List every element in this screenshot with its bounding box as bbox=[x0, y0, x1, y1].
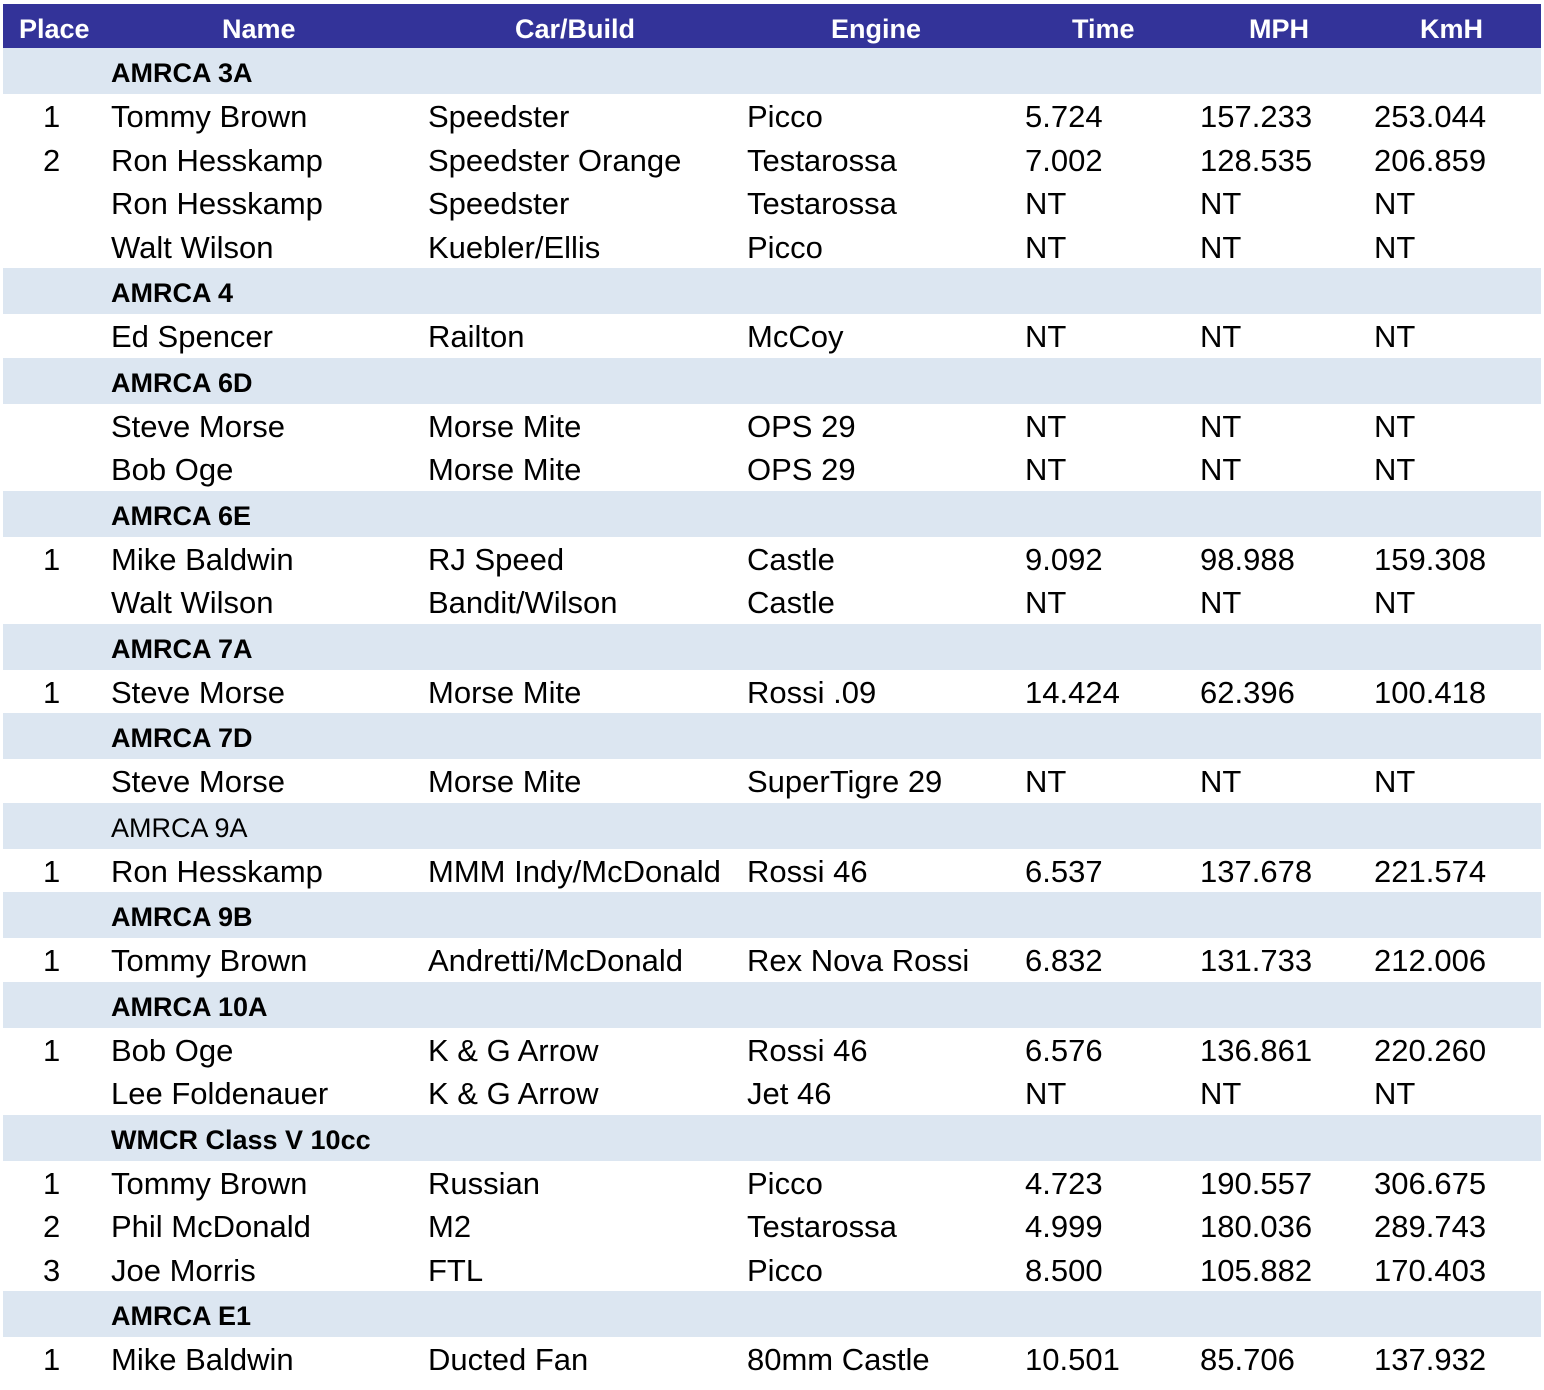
header-car-build: Car/Build bbox=[515, 14, 636, 44]
car-build-cell: Kuebler/Ellis bbox=[428, 229, 601, 265]
car-build-cell: Russian bbox=[428, 1165, 540, 1201]
mph-cell: NT bbox=[1200, 186, 1242, 221]
mph-cell: NT bbox=[1200, 452, 1242, 487]
table-row bbox=[3, 1161, 1541, 1205]
kmh-cell: 253.044 bbox=[1374, 99, 1487, 134]
time-cell: NT bbox=[1025, 229, 1067, 265]
header-name: Name bbox=[222, 14, 296, 44]
kmh-cell: 100.418 bbox=[1374, 674, 1487, 710]
place-cell: 1 bbox=[43, 1342, 61, 1377]
engine-cell: OPS 29 bbox=[747, 408, 856, 444]
car-build-cell: Ducted Fan bbox=[428, 1342, 589, 1377]
class-label: AMRCA 6E bbox=[111, 500, 252, 531]
place-cell: 2 bbox=[43, 1209, 61, 1244]
table-row bbox=[3, 314, 1541, 358]
mph-cell: 128.535 bbox=[1200, 142, 1313, 178]
car-build-cell: Railton bbox=[428, 319, 525, 354]
car-build-cell: Morse Mite bbox=[428, 408, 582, 444]
car-build-cell: Morse Mite bbox=[428, 674, 582, 710]
class-header-row bbox=[3, 982, 1541, 1028]
mph-cell: 180.036 bbox=[1200, 1209, 1313, 1244]
table-row bbox=[3, 1028, 1541, 1072]
car-build-cell: M2 bbox=[428, 1209, 472, 1244]
header-place: Place bbox=[19, 14, 90, 44]
table-row bbox=[3, 1337, 1541, 1381]
mph-cell: NT bbox=[1200, 408, 1242, 444]
table-row bbox=[3, 404, 1541, 448]
name-cell: Walt Wilson bbox=[111, 585, 274, 620]
mph-cell: 62.396 bbox=[1200, 674, 1295, 710]
engine-cell: Testarossa bbox=[747, 186, 897, 221]
kmh-cell: 221.574 bbox=[1374, 853, 1487, 889]
car-build-cell: Morse Mite bbox=[428, 452, 582, 487]
time-cell: 5.724 bbox=[1025, 99, 1103, 134]
mph-cell: 131.733 bbox=[1200, 943, 1313, 978]
name-cell: Mike Baldwin bbox=[111, 1342, 294, 1377]
class-label: AMRCA 10A bbox=[111, 991, 268, 1022]
time-cell: 6.576 bbox=[1025, 1032, 1103, 1068]
engine-cell: Rossi .09 bbox=[747, 674, 877, 710]
kmh-cell: 289.743 bbox=[1374, 1209, 1487, 1244]
mph-cell: 190.557 bbox=[1200, 1165, 1313, 1201]
engine-cell: 80mm Castle bbox=[747, 1342, 930, 1377]
engine-cell: Castle bbox=[747, 585, 835, 620]
name-cell: Steve Morse bbox=[111, 674, 286, 710]
place-cell: 1 bbox=[43, 674, 61, 710]
place-cell: 1 bbox=[43, 853, 61, 889]
class-header-row bbox=[3, 491, 1541, 537]
time-cell: NT bbox=[1025, 585, 1067, 620]
mph-cell: 136.861 bbox=[1200, 1032, 1313, 1068]
car-build-cell: Morse Mite bbox=[428, 764, 582, 799]
kmh-cell: NT bbox=[1374, 764, 1416, 799]
engine-cell: Picco bbox=[747, 99, 823, 134]
place-cell: 1 bbox=[43, 541, 61, 577]
car-build-cell: Speedster bbox=[428, 99, 570, 134]
name-cell: Tommy Brown bbox=[111, 943, 308, 978]
header-kmh: KmH bbox=[1420, 14, 1484, 44]
table-row bbox=[3, 938, 1541, 982]
name-cell: Tommy Brown bbox=[111, 99, 308, 134]
name-cell: Bob Oge bbox=[111, 1032, 234, 1068]
table-row bbox=[3, 1204, 1541, 1248]
name-cell: Bob Oge bbox=[111, 452, 234, 487]
class-label: AMRCA 7D bbox=[111, 723, 253, 753]
engine-cell: Picco bbox=[747, 229, 823, 265]
table-row bbox=[3, 225, 1541, 269]
mph-cell: 137.678 bbox=[1200, 853, 1313, 889]
header-engine: Engine bbox=[831, 14, 922, 44]
header-row bbox=[3, 4, 1541, 48]
name-cell: Ron Hesskamp bbox=[111, 186, 323, 221]
class-header-row bbox=[3, 1115, 1541, 1161]
mph-cell: 157.233 bbox=[1200, 99, 1313, 134]
class-header-row bbox=[3, 892, 1541, 938]
class-label: AMRCA 4 bbox=[111, 278, 234, 308]
class-label: AMRCA 9B bbox=[111, 902, 253, 932]
name-cell: Ron Hesskamp bbox=[111, 853, 323, 889]
kmh-cell: 137.932 bbox=[1374, 1342, 1487, 1377]
time-cell: 14.424 bbox=[1025, 674, 1120, 710]
class-header-row bbox=[3, 624, 1541, 670]
class-label: WMCR Class V 10cc bbox=[111, 1124, 371, 1155]
table-row bbox=[3, 181, 1541, 225]
time-cell: 4.723 bbox=[1025, 1165, 1103, 1201]
engine-cell: SuperTigre 29 bbox=[747, 764, 943, 799]
table-row bbox=[3, 447, 1541, 491]
engine-cell: Rex Nova Rossi bbox=[747, 943, 970, 978]
class-label: AMRCA 9A bbox=[111, 812, 248, 843]
time-cell: NT bbox=[1025, 186, 1067, 221]
engine-cell: OPS 29 bbox=[747, 452, 856, 487]
name-cell: Walt Wilson bbox=[111, 229, 274, 265]
time-cell: 6.537 bbox=[1025, 853, 1103, 889]
engine-cell: Testarossa bbox=[747, 1209, 897, 1244]
name-cell: Lee Foldenauer bbox=[111, 1076, 329, 1111]
class-header-row bbox=[3, 803, 1541, 849]
kmh-cell: NT bbox=[1374, 1076, 1416, 1111]
kmh-cell: NT bbox=[1374, 319, 1416, 354]
place-cell: 1 bbox=[43, 943, 61, 978]
header-time: Time bbox=[1072, 14, 1135, 44]
name-cell: Tommy Brown bbox=[111, 1165, 308, 1201]
class-label: AMRCA 6D bbox=[111, 367, 253, 398]
car-build-cell: K & G Arrow bbox=[428, 1032, 599, 1068]
class-header-row bbox=[3, 1291, 1541, 1337]
mph-cell: NT bbox=[1200, 585, 1242, 620]
header-mph: MPH bbox=[1249, 14, 1309, 44]
kmh-cell: NT bbox=[1374, 229, 1416, 265]
car-build-cell: FTL bbox=[428, 1252, 484, 1288]
kmh-cell: NT bbox=[1374, 408, 1416, 444]
engine-cell: Rossi 46 bbox=[747, 1032, 868, 1068]
car-build-cell: RJ Speed bbox=[428, 541, 565, 577]
mph-cell: 85.706 bbox=[1200, 1342, 1295, 1377]
place-cell: 1 bbox=[43, 1032, 61, 1068]
car-build-cell: Andretti/McDonald bbox=[428, 943, 684, 978]
kmh-cell: 212.006 bbox=[1374, 943, 1487, 978]
car-build-cell: K & G Arrow bbox=[428, 1076, 599, 1111]
time-cell: 6.832 bbox=[1025, 943, 1103, 978]
time-cell: 10.501 bbox=[1025, 1342, 1120, 1377]
kmh-cell: 206.859 bbox=[1374, 142, 1487, 178]
engine-cell: Testarossa bbox=[747, 142, 897, 178]
name-cell: Ron Hesskamp bbox=[111, 142, 323, 178]
name-cell: Joe Morris bbox=[111, 1252, 256, 1288]
class-label: AMRCA E1 bbox=[111, 1301, 252, 1331]
table-body bbox=[3, 48, 1541, 1381]
kmh-cell: 220.260 bbox=[1374, 1032, 1487, 1068]
time-cell: NT bbox=[1025, 319, 1067, 354]
class-header-row bbox=[3, 268, 1541, 314]
mph-cell: 105.882 bbox=[1200, 1252, 1313, 1288]
time-cell: NT bbox=[1025, 408, 1067, 444]
class-header-row bbox=[3, 713, 1541, 759]
name-cell: Ed Spencer bbox=[111, 319, 273, 354]
engine-cell: Picco bbox=[747, 1252, 823, 1288]
mph-cell: NT bbox=[1200, 764, 1242, 799]
engine-cell: Picco bbox=[747, 1165, 823, 1201]
name-cell: Mike Baldwin bbox=[111, 541, 294, 577]
time-cell: 4.999 bbox=[1025, 1209, 1103, 1244]
place-cell: 1 bbox=[43, 99, 61, 134]
kmh-cell: NT bbox=[1374, 452, 1416, 487]
class-header-row bbox=[3, 48, 1541, 94]
time-cell: NT bbox=[1025, 1076, 1067, 1111]
kmh-cell: NT bbox=[1374, 186, 1416, 221]
time-cell: 7.002 bbox=[1025, 142, 1103, 178]
table-row bbox=[3, 849, 1541, 893]
table-row bbox=[3, 537, 1541, 581]
engine-cell: Rossi 46 bbox=[747, 853, 868, 889]
table-row bbox=[3, 670, 1541, 714]
car-build-cell: Speedster bbox=[428, 186, 570, 221]
engine-cell: McCoy bbox=[747, 319, 844, 354]
kmh-cell: 170.403 bbox=[1374, 1252, 1487, 1288]
table-row bbox=[3, 1248, 1541, 1292]
class-label: AMRCA 7A bbox=[111, 633, 253, 664]
class-label: AMRCA 3A bbox=[111, 58, 253, 88]
mph-cell: NT bbox=[1200, 229, 1242, 265]
mph-cell: NT bbox=[1200, 1076, 1242, 1111]
mph-cell: 98.988 bbox=[1200, 541, 1295, 577]
class-header-row bbox=[3, 358, 1541, 404]
place-cell: 3 bbox=[43, 1252, 61, 1288]
time-cell: NT bbox=[1025, 452, 1067, 487]
kmh-cell: NT bbox=[1374, 585, 1416, 620]
table-row bbox=[3, 1071, 1541, 1115]
place-cell: 1 bbox=[43, 1165, 61, 1201]
name-cell: Steve Morse bbox=[111, 408, 286, 444]
mph-cell: NT bbox=[1200, 319, 1242, 354]
name-cell: Steve Morse bbox=[111, 764, 286, 799]
time-cell: 9.092 bbox=[1025, 541, 1103, 577]
table-row bbox=[3, 580, 1541, 624]
table-row bbox=[3, 138, 1541, 182]
time-cell: 8.500 bbox=[1025, 1252, 1103, 1288]
name-cell: Phil McDonald bbox=[111, 1209, 311, 1244]
car-build-cell: MMM Indy/McDonald bbox=[428, 853, 721, 889]
car-build-cell: Speedster Orange bbox=[428, 142, 682, 178]
kmh-cell: 159.308 bbox=[1374, 541, 1487, 577]
table-row bbox=[3, 94, 1541, 138]
results-table bbox=[3, 4, 1541, 1381]
kmh-cell: 306.675 bbox=[1374, 1165, 1487, 1201]
time-cell: NT bbox=[1025, 764, 1067, 799]
table-row bbox=[3, 759, 1541, 803]
engine-cell: Castle bbox=[747, 541, 835, 577]
place-cell: 2 bbox=[43, 142, 61, 178]
car-build-cell: Bandit/Wilson bbox=[428, 585, 618, 620]
engine-cell: Jet 46 bbox=[747, 1076, 832, 1111]
